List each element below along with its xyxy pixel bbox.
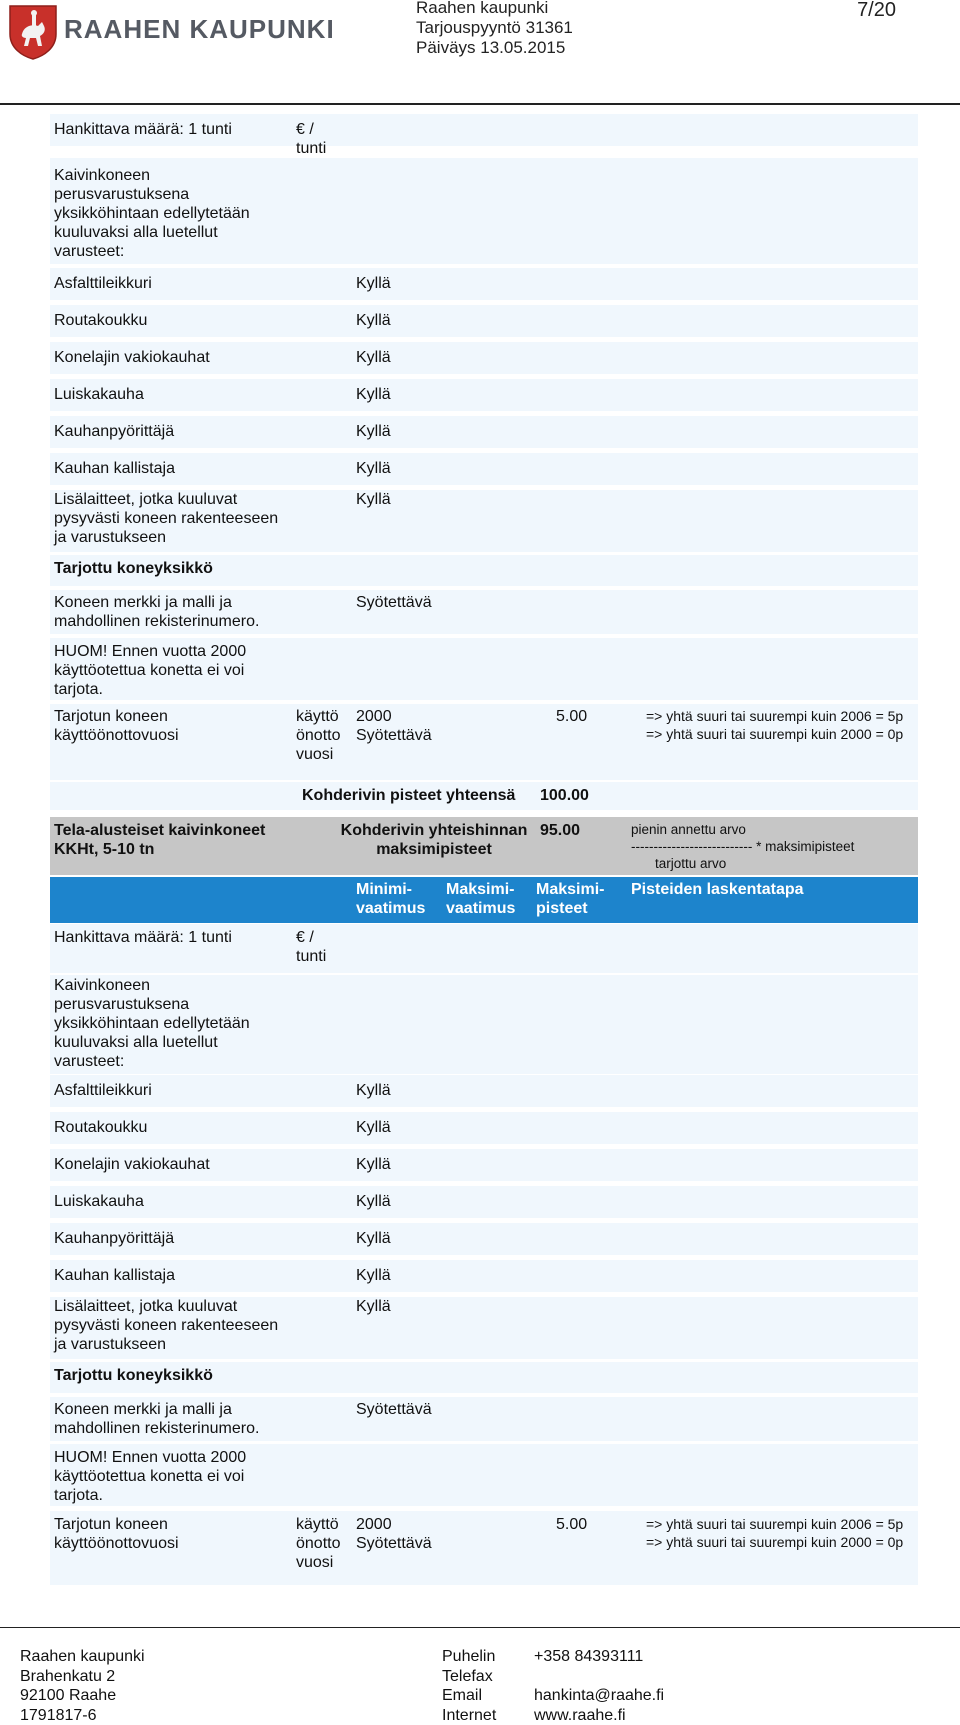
equipment-intro-row bbox=[50, 975, 918, 1074]
document-date: Päiväys 13.05.2015 bbox=[416, 38, 566, 57]
equipment-value: Kyllä bbox=[356, 1156, 391, 1173]
equipment-value: Kyllä bbox=[356, 1298, 391, 1315]
equipment-label: Routakoukku bbox=[54, 312, 148, 329]
column-max-requirement: Maksimi-vaatimus bbox=[446, 881, 516, 917]
equipment-label: Konelajin vakiokauhat bbox=[54, 1156, 210, 1173]
note-text: HUOM! Ennen vuotta 2000 käyttöotettua konetta ei voi tarjota. bbox=[54, 643, 247, 698]
equipment-label: Luiskakauha bbox=[54, 386, 144, 403]
equipment-label: Kauhanpyörittäjä bbox=[54, 1230, 175, 1247]
commissioning-year-input[interactable]: Syötettävä bbox=[356, 727, 432, 744]
footer-contact-values bbox=[534, 1647, 664, 1725]
offered-unit-heading: Tarjottu koneyksikkö bbox=[54, 560, 213, 577]
equipment-intro-row bbox=[50, 158, 918, 264]
note-row bbox=[50, 638, 918, 700]
section-title: Tela-alusteiset kaivinkoneet KKHt, 5-10 tn bbox=[54, 822, 266, 858]
commissioning-year-label: Tarjotun koneen käyttöönottovuosi bbox=[54, 708, 179, 744]
equipment-label: Lisälaitteet, jotka kuuluvat pysyvästi koneen rakenteeseen ja varustukseen bbox=[54, 491, 279, 546]
city-coat-of-arms-logo bbox=[8, 4, 58, 60]
quantity-row bbox=[50, 924, 918, 973]
row-total bbox=[50, 782, 918, 810]
quantity-label: Hankittava määrä: 1 tunti bbox=[54, 929, 232, 946]
document-title: Tarjouspyyntö 31361 bbox=[416, 18, 573, 37]
equipment-label: Asfalttileikkuri bbox=[54, 275, 152, 292]
equipment-value: Kyllä bbox=[356, 1082, 391, 1099]
commissioning-year-unit: käyttö önotto vuosi bbox=[296, 1516, 341, 1571]
header-divider bbox=[0, 103, 960, 105]
commissioning-year-label: Tarjotun koneen käyttöönottovuosi bbox=[54, 1516, 179, 1552]
equipment-row bbox=[50, 1149, 918, 1181]
machine-make-label: Koneen merkki ja malli ja mahdollinen rekisterinumero. bbox=[54, 1401, 260, 1437]
offered-unit-row bbox=[50, 1362, 918, 1393]
footer-address bbox=[20, 1647, 145, 1725]
column-max-points: Maksimi-pisteet bbox=[536, 881, 605, 917]
equipment-row bbox=[50, 490, 918, 552]
footer-divider bbox=[0, 1627, 960, 1628]
column-min-requirement: Minimi-vaatimus bbox=[356, 881, 426, 917]
equipment-row bbox=[50, 416, 918, 448]
machine-make-input[interactable]: Syötettävä bbox=[356, 594, 432, 611]
offered-unit-heading: Tarjottu koneyksikkö bbox=[54, 1367, 213, 1384]
equipment-row bbox=[50, 1112, 918, 1144]
equipment-label: Kauhanpyörittäjä bbox=[54, 423, 175, 440]
equipment-value: Kyllä bbox=[356, 1267, 391, 1284]
section-title-row bbox=[50, 817, 918, 875]
equipment-label: Kauhan kallistaja bbox=[54, 460, 175, 477]
commissioning-year-points: 5.00 bbox=[556, 708, 588, 725]
footer-website[interactable]: www.raahe.fi bbox=[534, 1706, 626, 1724]
row-total-label: Kohderivin pisteet yhteensä bbox=[302, 787, 516, 804]
formula-divider: --------------------------- * maksimipisteet bbox=[631, 839, 855, 854]
equipment-value: Kyllä bbox=[356, 386, 391, 403]
footer-company: Raahen kaupunki bbox=[20, 1648, 145, 1665]
page-number: 7/20 bbox=[857, 0, 896, 21]
footer-postal: 92100 Raahe bbox=[20, 1687, 117, 1704]
equipment-label: Kauhan kallistaja bbox=[54, 1267, 175, 1284]
equipment-row bbox=[50, 342, 918, 374]
equipment-row bbox=[50, 1260, 918, 1292]
footer-fax-label: Telefax bbox=[442, 1667, 493, 1685]
row-total-value: 100.00 bbox=[540, 787, 589, 804]
footer-street: Brahenkatu 2 bbox=[20, 1667, 116, 1685]
footer-fax bbox=[534, 1667, 664, 1687]
quantity-label: Hankittava määrä: 1 tunti bbox=[54, 121, 232, 138]
footer-email-label: Email bbox=[442, 1687, 483, 1704]
column-header-row bbox=[50, 877, 918, 923]
equipment-value: Kyllä bbox=[356, 460, 391, 477]
commissioning-year-rule: => yhtä suuri tai suurempi kuin 2006 = 5p => yhtä suuri tai suurempi kuin 2000 = 0p bbox=[646, 708, 904, 742]
formula-denominator: tarjottu arvo bbox=[655, 856, 727, 871]
formula-numerator: pienin annettu arvo bbox=[631, 822, 746, 837]
organization-name: Raahen kaupunki bbox=[416, 0, 549, 17]
equipment-row bbox=[50, 1075, 918, 1107]
unit-label: € / tunti bbox=[296, 121, 327, 157]
note-text: HUOM! Ennen vuotta 2000 käyttöotettua konetta ei voi tarjota. bbox=[54, 1449, 247, 1504]
price-points-label: Kohderivin yhteishinnan maksimipisteet bbox=[340, 822, 528, 858]
equipment-value: Kyllä bbox=[356, 349, 391, 366]
equipment-row bbox=[50, 268, 918, 300]
equipment-value: Kyllä bbox=[356, 275, 391, 292]
equipment-label: Luiskakauha bbox=[54, 1193, 144, 1210]
brand-name: RAAHEN KAUPUNKI bbox=[64, 14, 335, 44]
offered-unit-row bbox=[50, 555, 918, 586]
equipment-intro: Kaivinkoneen perusvarustuksena yksikköhintaan edellytetään kuuluvaksi alla luetellut varusteet: bbox=[54, 167, 250, 260]
commissioning-year-row bbox=[50, 1511, 918, 1585]
machine-make-label: Koneen merkki ja malli ja mahdollinen rekisterinumero. bbox=[54, 594, 260, 630]
equipment-row bbox=[50, 453, 918, 485]
commissioning-year-row bbox=[50, 704, 918, 780]
unit-label: € / tunti bbox=[296, 929, 327, 965]
price-formula bbox=[631, 821, 918, 872]
equipment-intro: Kaivinkoneen perusvarustuksena yksikköhintaan edellytetään kuuluvaksi alla luetellut varusteet: bbox=[54, 977, 250, 1070]
equipment-value: Kyllä bbox=[356, 423, 391, 440]
equipment-label: Lisälaitteet, jotka kuuluvat pysyvästi koneen rakenteeseen ja varustukseen bbox=[54, 1298, 279, 1353]
machine-make-row bbox=[50, 590, 918, 634]
commissioning-year-min: 2000 bbox=[356, 1516, 392, 1533]
commissioning-year-points: 5.00 bbox=[556, 1516, 588, 1533]
equipment-label: Routakoukku bbox=[54, 1119, 148, 1136]
equipment-value: Kyllä bbox=[356, 312, 391, 329]
column-scoring-method: Pisteiden laskentatapa bbox=[631, 881, 804, 898]
equipment-value: Kyllä bbox=[356, 1193, 391, 1210]
footer-web-label: Internet bbox=[442, 1706, 497, 1724]
equipment-row bbox=[50, 379, 918, 411]
footer-phone-label: Puhelin bbox=[442, 1648, 496, 1665]
equipment-row bbox=[50, 1223, 918, 1255]
equipment-label: Asfalttileikkuri bbox=[54, 1082, 152, 1099]
equipment-label: Konelajin vakiokauhat bbox=[54, 349, 210, 366]
commissioning-year-input[interactable]: Syötettävä bbox=[356, 1535, 432, 1552]
commissioning-year-unit: käyttö önotto vuosi bbox=[296, 708, 341, 763]
equipment-row bbox=[50, 305, 918, 337]
commissioning-year-rule: => yhtä suuri tai suurempi kuin 2006 = 5p => yhtä suuri tai suurempi kuin 2000 = 0p bbox=[646, 1516, 904, 1550]
equipment-value: Kyllä bbox=[356, 1230, 391, 1247]
equipment-row bbox=[50, 1297, 918, 1359]
footer-contact-labels bbox=[442, 1647, 496, 1725]
equipment-value: Kyllä bbox=[356, 491, 391, 508]
quantity-row bbox=[50, 114, 918, 157]
footer-business-id: 1791817-6 bbox=[20, 1706, 97, 1724]
note-row bbox=[50, 1444, 918, 1506]
document-meta bbox=[416, 0, 573, 58]
equipment-value: Kyllä bbox=[356, 1119, 391, 1136]
machine-make-input[interactable]: Syötettävä bbox=[356, 1401, 432, 1418]
equipment-row bbox=[50, 1186, 918, 1218]
footer-phone: +358 84393111 bbox=[534, 1648, 644, 1665]
commissioning-year-min: 2000 bbox=[356, 708, 392, 725]
price-points-value: 95.00 bbox=[540, 822, 581, 839]
footer-email[interactable]: hankinta@raahe.fi bbox=[534, 1687, 665, 1704]
machine-make-row bbox=[50, 1397, 918, 1441]
